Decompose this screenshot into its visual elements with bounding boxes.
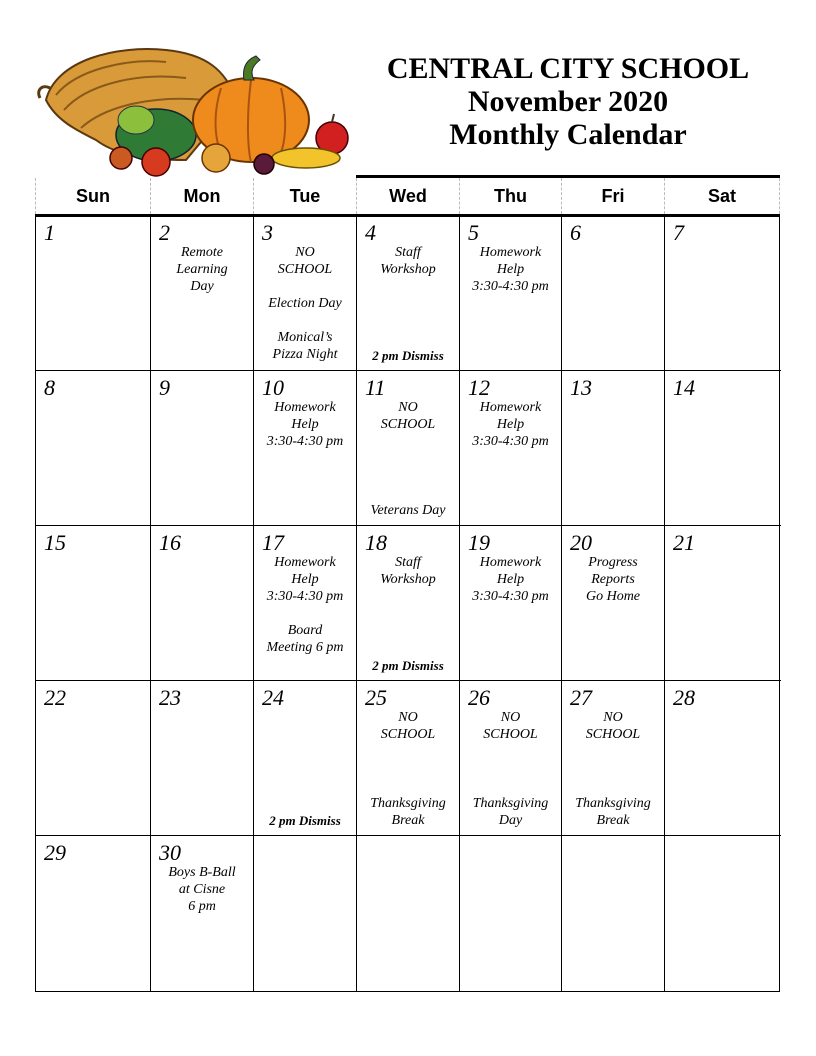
day-number: 11 (365, 375, 386, 400)
event-text (357, 244, 459, 278)
day-number: 28 (673, 685, 695, 710)
event-line: SCHOOL (380, 727, 436, 742)
day-number: 5 (468, 220, 479, 245)
day-cell (665, 681, 781, 836)
holiday-note: Thanksgiving Day (472, 796, 549, 828)
event-line: SCHOOL (483, 727, 538, 742)
day-number: 2 (159, 220, 170, 245)
weekday-thu: Thu (459, 178, 561, 214)
day-cell (665, 216, 781, 371)
event-line: SCHOOL (277, 262, 333, 277)
event-line: Homework (479, 555, 542, 570)
event-line: Workshop (380, 572, 436, 587)
day-number: 13 (570, 375, 592, 400)
weekday-mon: Mon (150, 178, 253, 214)
event-line: NO (398, 710, 418, 725)
event-line: Help (496, 572, 525, 587)
day-number: 24 (262, 685, 284, 710)
event-line (254, 605, 356, 622)
day-number: 21 (673, 530, 695, 555)
day-number: 20 (570, 530, 592, 555)
event-text (254, 244, 356, 363)
event-line: Election Day (268, 296, 342, 311)
dismissal-note: 2 pm Dismiss (269, 813, 341, 828)
day-cell (665, 836, 781, 991)
day-number: 8 (44, 375, 55, 400)
event-line: Staff (395, 245, 421, 260)
day-cell (254, 836, 357, 991)
day-cell (357, 836, 460, 991)
event-text (357, 554, 459, 588)
event-line: Board (287, 623, 323, 638)
event-text (562, 709, 664, 743)
weekday-sun: Sun (35, 178, 150, 214)
event-line: NO (603, 710, 623, 725)
event-text (460, 244, 561, 295)
school-name: CENTRAL CITY SCHOOL (386, 52, 750, 85)
day-cell (151, 216, 254, 371)
cornucopia-illustration-icon (36, 40, 356, 180)
day-cell (151, 371, 254, 526)
day-number: 6 (570, 220, 581, 245)
event-text (562, 554, 664, 605)
day-number: 4 (365, 220, 376, 245)
day-cell (460, 681, 562, 836)
event-line: NO (398, 400, 418, 415)
event-line: NO (295, 245, 315, 260)
day-cell (151, 526, 254, 681)
day-cell (254, 216, 357, 371)
day-cell (36, 681, 151, 836)
day-cell (665, 526, 781, 681)
weekday-wed: Wed (356, 178, 459, 214)
day-cell (562, 836, 665, 991)
day-number: 18 (365, 530, 387, 555)
holiday-note: Veterans Day (370, 503, 446, 518)
event-line: 3:30-4:30 pm (266, 434, 344, 449)
day-cell (460, 216, 562, 371)
day-number: 12 (468, 375, 490, 400)
event-line: Learning (176, 262, 228, 277)
event-line: Meeting 6 pm (266, 640, 344, 655)
event-line: 3:30-4:30 pm (472, 279, 549, 294)
event-text (357, 709, 459, 743)
day-cell (36, 216, 151, 371)
holiday-note: Thanksgiving Break (370, 796, 446, 828)
event-text (460, 399, 561, 450)
event-line: 6 pm (188, 899, 216, 914)
day-number: 9 (159, 375, 170, 400)
event-line (254, 312, 356, 329)
weekday-tue: Tue (253, 178, 356, 214)
day-number: 7 (673, 220, 684, 245)
day-cell (151, 836, 254, 991)
event-line: Reports (591, 572, 635, 587)
day-number: 3 (262, 220, 273, 245)
event-line: Monical’s (277, 330, 333, 345)
holiday-note: Thanksgiving Break (575, 796, 651, 828)
day-number: 14 (673, 375, 695, 400)
event-line: at Cisne (178, 882, 226, 897)
event-line: Homework (274, 555, 336, 570)
day-cell (460, 836, 562, 991)
weekday-header (35, 178, 780, 217)
dismissal-note: 2 pm Dismiss (372, 658, 444, 673)
day-cell (357, 216, 460, 371)
page-title (358, 52, 778, 151)
day-cell (254, 681, 357, 836)
event-line: Pizza Night (272, 347, 338, 362)
event-line: 3:30-4:30 pm (472, 589, 549, 604)
event-line: Go Home (585, 589, 641, 604)
event-text (460, 554, 561, 605)
day-cell (562, 526, 665, 681)
day-cell (357, 526, 460, 681)
event-line: Progress (588, 555, 638, 570)
event-line: 3:30-4:30 pm (472, 434, 549, 449)
event-line: Homework (479, 245, 542, 260)
day-cell (357, 681, 460, 836)
day-number: 25 (365, 685, 387, 710)
day-cell (254, 526, 357, 681)
day-cell (665, 371, 781, 526)
day-number: 10 (262, 375, 284, 400)
day-cell (357, 371, 460, 526)
calendar-subtitle: Monthly Calendar (449, 118, 687, 151)
day-number: 27 (570, 685, 592, 710)
event-line: Remote (181, 245, 223, 260)
day-cell (36, 371, 151, 526)
event-text (254, 554, 356, 656)
day-number: 29 (44, 840, 66, 865)
day-number: 16 (159, 530, 181, 555)
dismissal-note: 2 pm Dismiss (372, 348, 444, 363)
event-line: Day (190, 279, 214, 294)
event-line: 3:30-4:30 pm (266, 589, 344, 604)
event-line: Help (496, 262, 525, 277)
day-number: 22 (44, 685, 66, 710)
day-number: 19 (468, 530, 490, 555)
event-line: Help (291, 417, 319, 432)
day-number: 1 (44, 220, 55, 245)
event-text (460, 709, 561, 743)
event-line: Boys B-Ball (168, 865, 236, 880)
day-cell (562, 681, 665, 836)
event-text (151, 864, 253, 915)
event-line: Help (496, 417, 525, 432)
day-cell (460, 371, 562, 526)
day-number: 23 (159, 685, 181, 710)
event-text (254, 399, 356, 450)
event-line: Help (291, 572, 319, 587)
day-cell (151, 681, 254, 836)
day-cell (254, 371, 357, 526)
day-number: 15 (44, 530, 66, 555)
day-number: 26 (468, 685, 490, 710)
weekday-sat: Sat (664, 178, 780, 214)
day-cell (36, 526, 151, 681)
day-cell (562, 216, 665, 371)
event-line: Staff (395, 555, 421, 570)
event-line: Workshop (380, 262, 436, 277)
event-text (151, 244, 253, 295)
event-line (254, 278, 356, 295)
day-number: 30 (159, 840, 181, 865)
event-text (357, 399, 459, 433)
month-year: November 2020 (467, 85, 669, 118)
event-line: Homework (479, 400, 542, 415)
event-line: NO (500, 710, 521, 725)
event-line: SCHOOL (380, 417, 436, 432)
weekday-fri: Fri (561, 178, 664, 214)
day-number: 17 (262, 530, 284, 555)
event-line: Homework (274, 400, 336, 415)
day-cell (36, 836, 151, 991)
day-cell (562, 371, 665, 526)
event-line: SCHOOL (585, 727, 641, 742)
day-cell (460, 526, 562, 681)
calendar-grid (35, 216, 780, 992)
